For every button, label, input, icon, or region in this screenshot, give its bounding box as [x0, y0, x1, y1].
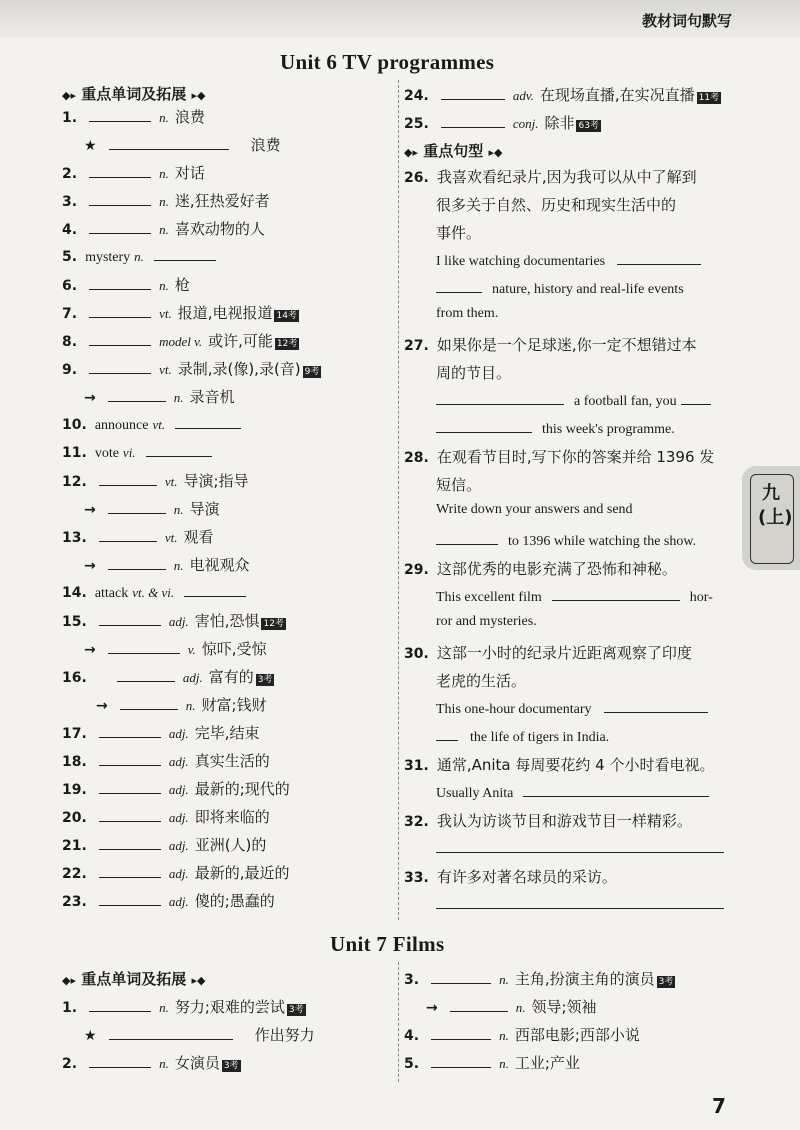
vocab-row: ★ 作出努力 — [84, 1026, 315, 1044]
sentence-line: 28. 在观看节目时,写下你的答案并给 1396 发 — [404, 448, 715, 466]
grade-label: 九(上) — [758, 483, 793, 528]
vocab-row: → n. 录音机 — [84, 388, 235, 406]
answer-blank[interactable] — [108, 639, 180, 654]
sentence-line: This one-hour documentary — [436, 698, 712, 718]
vocab-row: 17. adj. 完毕,结束 — [62, 724, 260, 742]
answer-blank[interactable] — [617, 250, 701, 265]
vocab-row: 3. n. 主角,扮演主角的演员 3考 — [404, 970, 674, 988]
column-divider — [398, 80, 399, 920]
sentence-line: 老虎的生活。 — [436, 672, 527, 690]
answer-blank[interactable] — [99, 611, 161, 626]
answer-blank[interactable] — [441, 85, 505, 100]
vocab-row: 11. vote vi. — [62, 442, 216, 462]
header-tag: 教材词句默写 — [641, 12, 732, 30]
answer-blank[interactable] — [436, 894, 724, 909]
exam-badge: 3考 — [257, 675, 273, 685]
answer-blank[interactable] — [89, 997, 151, 1012]
diamond-icon: ◆▸ — [404, 146, 418, 159]
arrow-right-icon: → — [96, 698, 108, 714]
vocab-row: 22. adj. 最新的,最近的 — [62, 864, 290, 882]
vocab-row: → n. 财富;钱财 — [96, 696, 267, 714]
vocab-row: 20. adj. 即将来临的 — [62, 808, 270, 826]
vocab-row: → n. 领导;领袖 — [426, 998, 597, 1016]
sentence-line: ror and mysteries. — [436, 614, 537, 629]
answer-blank[interactable] — [450, 997, 508, 1012]
answer-blank[interactable] — [89, 275, 151, 290]
answer-blank[interactable] — [120, 695, 178, 710]
vocab-row: 24. adv. 在现场直播,在实况直播 11考 — [404, 86, 720, 104]
answer-blank[interactable] — [431, 1025, 491, 1040]
exam-badge: 12考 — [263, 619, 284, 629]
vocab-row: → v. 惊吓,受惊 — [84, 640, 267, 658]
sentence-line: 事件。 — [436, 224, 482, 242]
sentence-line: 周的节目。 — [436, 364, 512, 382]
vocab-row: 16. adj. 富有的 3考 — [62, 668, 273, 686]
answer-blank[interactable] — [109, 1025, 233, 1040]
unit6-vocab-title: ◆▸ 重点单词及拓展 ▸◆ — [62, 85, 206, 103]
unit7-vocab-title: ◆▸ 重点单词及拓展 ▸◆ — [62, 970, 206, 988]
answer-blank[interactable] — [89, 107, 151, 122]
answer-blank[interactable] — [89, 331, 151, 346]
answer-blank[interactable] — [431, 969, 491, 984]
page-number: 7 — [712, 1094, 726, 1118]
arrow-right-icon: → — [84, 502, 96, 518]
arrow-right-icon: → — [84, 390, 96, 406]
answer-blank[interactable] — [89, 219, 151, 234]
vocab-row: 1. n. 努力;艰难的尝试 3考 — [62, 998, 304, 1016]
answer-blank[interactable] — [146, 442, 212, 457]
vocab-row: → n. 电视观众 — [84, 556, 250, 574]
exam-badge: 11考 — [698, 93, 720, 103]
grade-side-tab — [742, 466, 800, 570]
vocab-row: 25. conj. 除非 63考 — [404, 114, 599, 132]
vocab-row: ★ 浪费 — [84, 136, 281, 154]
sentence-line: 27. 如果你是一个足球迷,你一定不想错过本 — [404, 336, 697, 354]
sentence-line: this week's programme. — [436, 418, 675, 438]
sentence-line: Write down your answers and send — [436, 502, 633, 517]
diamond-icon: ▸◆ — [191, 974, 206, 987]
diamond-icon: ▸◆ — [488, 146, 503, 159]
vocab-row: 5. mystery n. — [62, 246, 220, 266]
answer-blank[interactable] — [117, 667, 175, 682]
answer-blank[interactable] — [89, 163, 151, 178]
sentence-line: 很多关于自然、历史和现实生活中的 — [436, 196, 677, 214]
answer-blank[interactable] — [89, 1053, 151, 1068]
answer-blank[interactable] — [436, 726, 458, 741]
vocab-row: 14. attack vt. & vi. — [62, 582, 250, 602]
answer-blank[interactable] — [108, 499, 166, 514]
exam-badge: 12考 — [276, 339, 298, 349]
sentence-line: 短信。 — [436, 476, 482, 494]
vocab-row: 12. vt. 导演;指导 — [62, 472, 249, 490]
unit6-title: Unit 6 TV programmes — [280, 50, 495, 74]
answer-blank[interactable] — [552, 586, 680, 601]
sentence-line: nature, history and real-life events — [436, 278, 684, 298]
sentence-line: to 1396 while watching the show. — [436, 530, 696, 550]
vocab-row: 4. n. 西部电影;西部小说 — [404, 1026, 640, 1044]
answer-blank[interactable] — [154, 246, 216, 261]
exam-badge: 9考 — [304, 367, 320, 377]
answer-blank[interactable] — [99, 751, 161, 766]
sentence-line: 33. 有许多对著名球员的采访。 — [404, 868, 617, 886]
arrow-right-icon: → — [84, 642, 96, 658]
vocab-row: → n. 导演 — [84, 500, 220, 518]
sentence-line — [436, 838, 728, 853]
answer-blank[interactable] — [681, 390, 711, 405]
vocab-row: 2. n. 对话 — [62, 164, 205, 182]
answer-blank[interactable] — [99, 471, 157, 486]
diamond-icon: ▸◆ — [191, 89, 206, 102]
vocab-row: 4. n. 喜欢动物的人 — [62, 220, 265, 238]
vocab-row: 2. n. 女演员 3考 — [62, 1054, 239, 1072]
sentence-line: This excellent film hor- — [436, 586, 713, 606]
answer-blank[interactable] — [436, 418, 532, 433]
vocab-row: 13. vt. 观看 — [62, 528, 214, 546]
answer-blank[interactable] — [99, 779, 161, 794]
column-divider — [398, 962, 399, 1082]
vocab-row: 10. announce vt. — [62, 414, 245, 434]
vocab-row: 8. model v. 或许,可能 12考 — [62, 332, 298, 350]
unit7-title: Unit 7 Films — [330, 932, 445, 956]
exam-badge: 14考 — [276, 311, 297, 321]
answer-blank[interactable] — [89, 191, 151, 206]
star-icon: ★ — [84, 1028, 97, 1044]
exam-badge: 3考 — [288, 1005, 304, 1015]
arrow-right-icon: → — [426, 1000, 438, 1016]
sentence-line: 29. 这部优秀的电影充满了恐怖和神秘。 — [404, 560, 677, 578]
answer-blank[interactable] — [604, 698, 708, 713]
answer-blank[interactable] — [99, 527, 157, 542]
answer-blank[interactable] — [99, 891, 161, 906]
sentence-line: I like watching documentaries — [436, 250, 705, 270]
answer-blank[interactable] — [431, 1053, 491, 1068]
sentence-line: the life of tigers in India. — [436, 726, 609, 746]
exam-badge: 3考 — [223, 1061, 239, 1071]
sentence-line: 26. 我喜欢看纪录片,因为我可以从中了解到 — [404, 168, 697, 186]
vocab-row: 5. n. 工业;产业 — [404, 1054, 580, 1072]
sentence-line: 32. 我认为访谈节目和游戏节目一样精彩。 — [404, 812, 692, 830]
exam-badge: 3考 — [658, 977, 674, 987]
answer-blank[interactable] — [436, 278, 482, 293]
vocab-row: 18. adj. 真实生活的 — [62, 752, 270, 770]
vocab-row: 7. vt. 报道,电视报道 14考 — [62, 304, 297, 322]
vocab-row: 3. n. 迷,狂热爱好者 — [62, 192, 270, 210]
answer-blank[interactable] — [109, 135, 229, 150]
vocab-row: 19. adj. 最新的;现代的 — [62, 780, 290, 798]
arrow-right-icon: → — [84, 558, 96, 574]
sentence-line: from them. — [436, 306, 499, 321]
diamond-icon: ◆▸ — [62, 89, 76, 102]
answer-blank[interactable] — [184, 582, 246, 597]
unit6-sentence-title: ◆▸ 重点句型 ▸◆ — [404, 142, 503, 160]
vocab-row: 15. adj. 害怕,恐惧 12考 — [62, 612, 284, 630]
star-icon: ★ — [84, 138, 97, 154]
answer-blank[interactable] — [99, 863, 161, 878]
answer-blank[interactable] — [436, 390, 564, 405]
vocab-row: 6. n. 枪 — [62, 276, 190, 294]
sentence-line: 30. 这部一小时的纪录片近距离观察了印度 — [404, 644, 692, 662]
answer-blank[interactable] — [175, 414, 241, 429]
diamond-icon: ◆▸ — [62, 974, 76, 987]
answer-blank[interactable] — [89, 359, 151, 374]
vocab-row: 23. adj. 傻的;愚蠢的 — [62, 892, 275, 910]
answer-blank[interactable] — [523, 782, 709, 797]
sentence-line: Usually Anita — [436, 782, 713, 802]
exam-badge: 63考 — [578, 121, 599, 131]
answer-blank[interactable] — [99, 723, 161, 738]
vocab-row: 21. adj. 亚洲(人)的 — [62, 836, 267, 854]
answer-blank[interactable] — [441, 113, 505, 128]
vocab-row: 9. vt. 录制,录(像),录(音) 9考 — [62, 360, 320, 378]
sentence-line: 31. 通常,Anita 每周要花约 4 个小时看电视。 — [404, 756, 715, 774]
answer-blank[interactable] — [436, 530, 498, 545]
answer-blank[interactable] — [99, 835, 161, 850]
answer-blank[interactable] — [108, 555, 166, 570]
answer-blank[interactable] — [99, 807, 161, 822]
sentence-line — [436, 894, 728, 909]
answer-blank[interactable] — [436, 838, 724, 853]
vocab-row: 1. n. 浪费 — [62, 108, 205, 126]
answer-blank[interactable] — [89, 303, 151, 318]
answer-blank[interactable] — [108, 387, 166, 402]
sentence-line: a football fan, you — [436, 390, 715, 410]
